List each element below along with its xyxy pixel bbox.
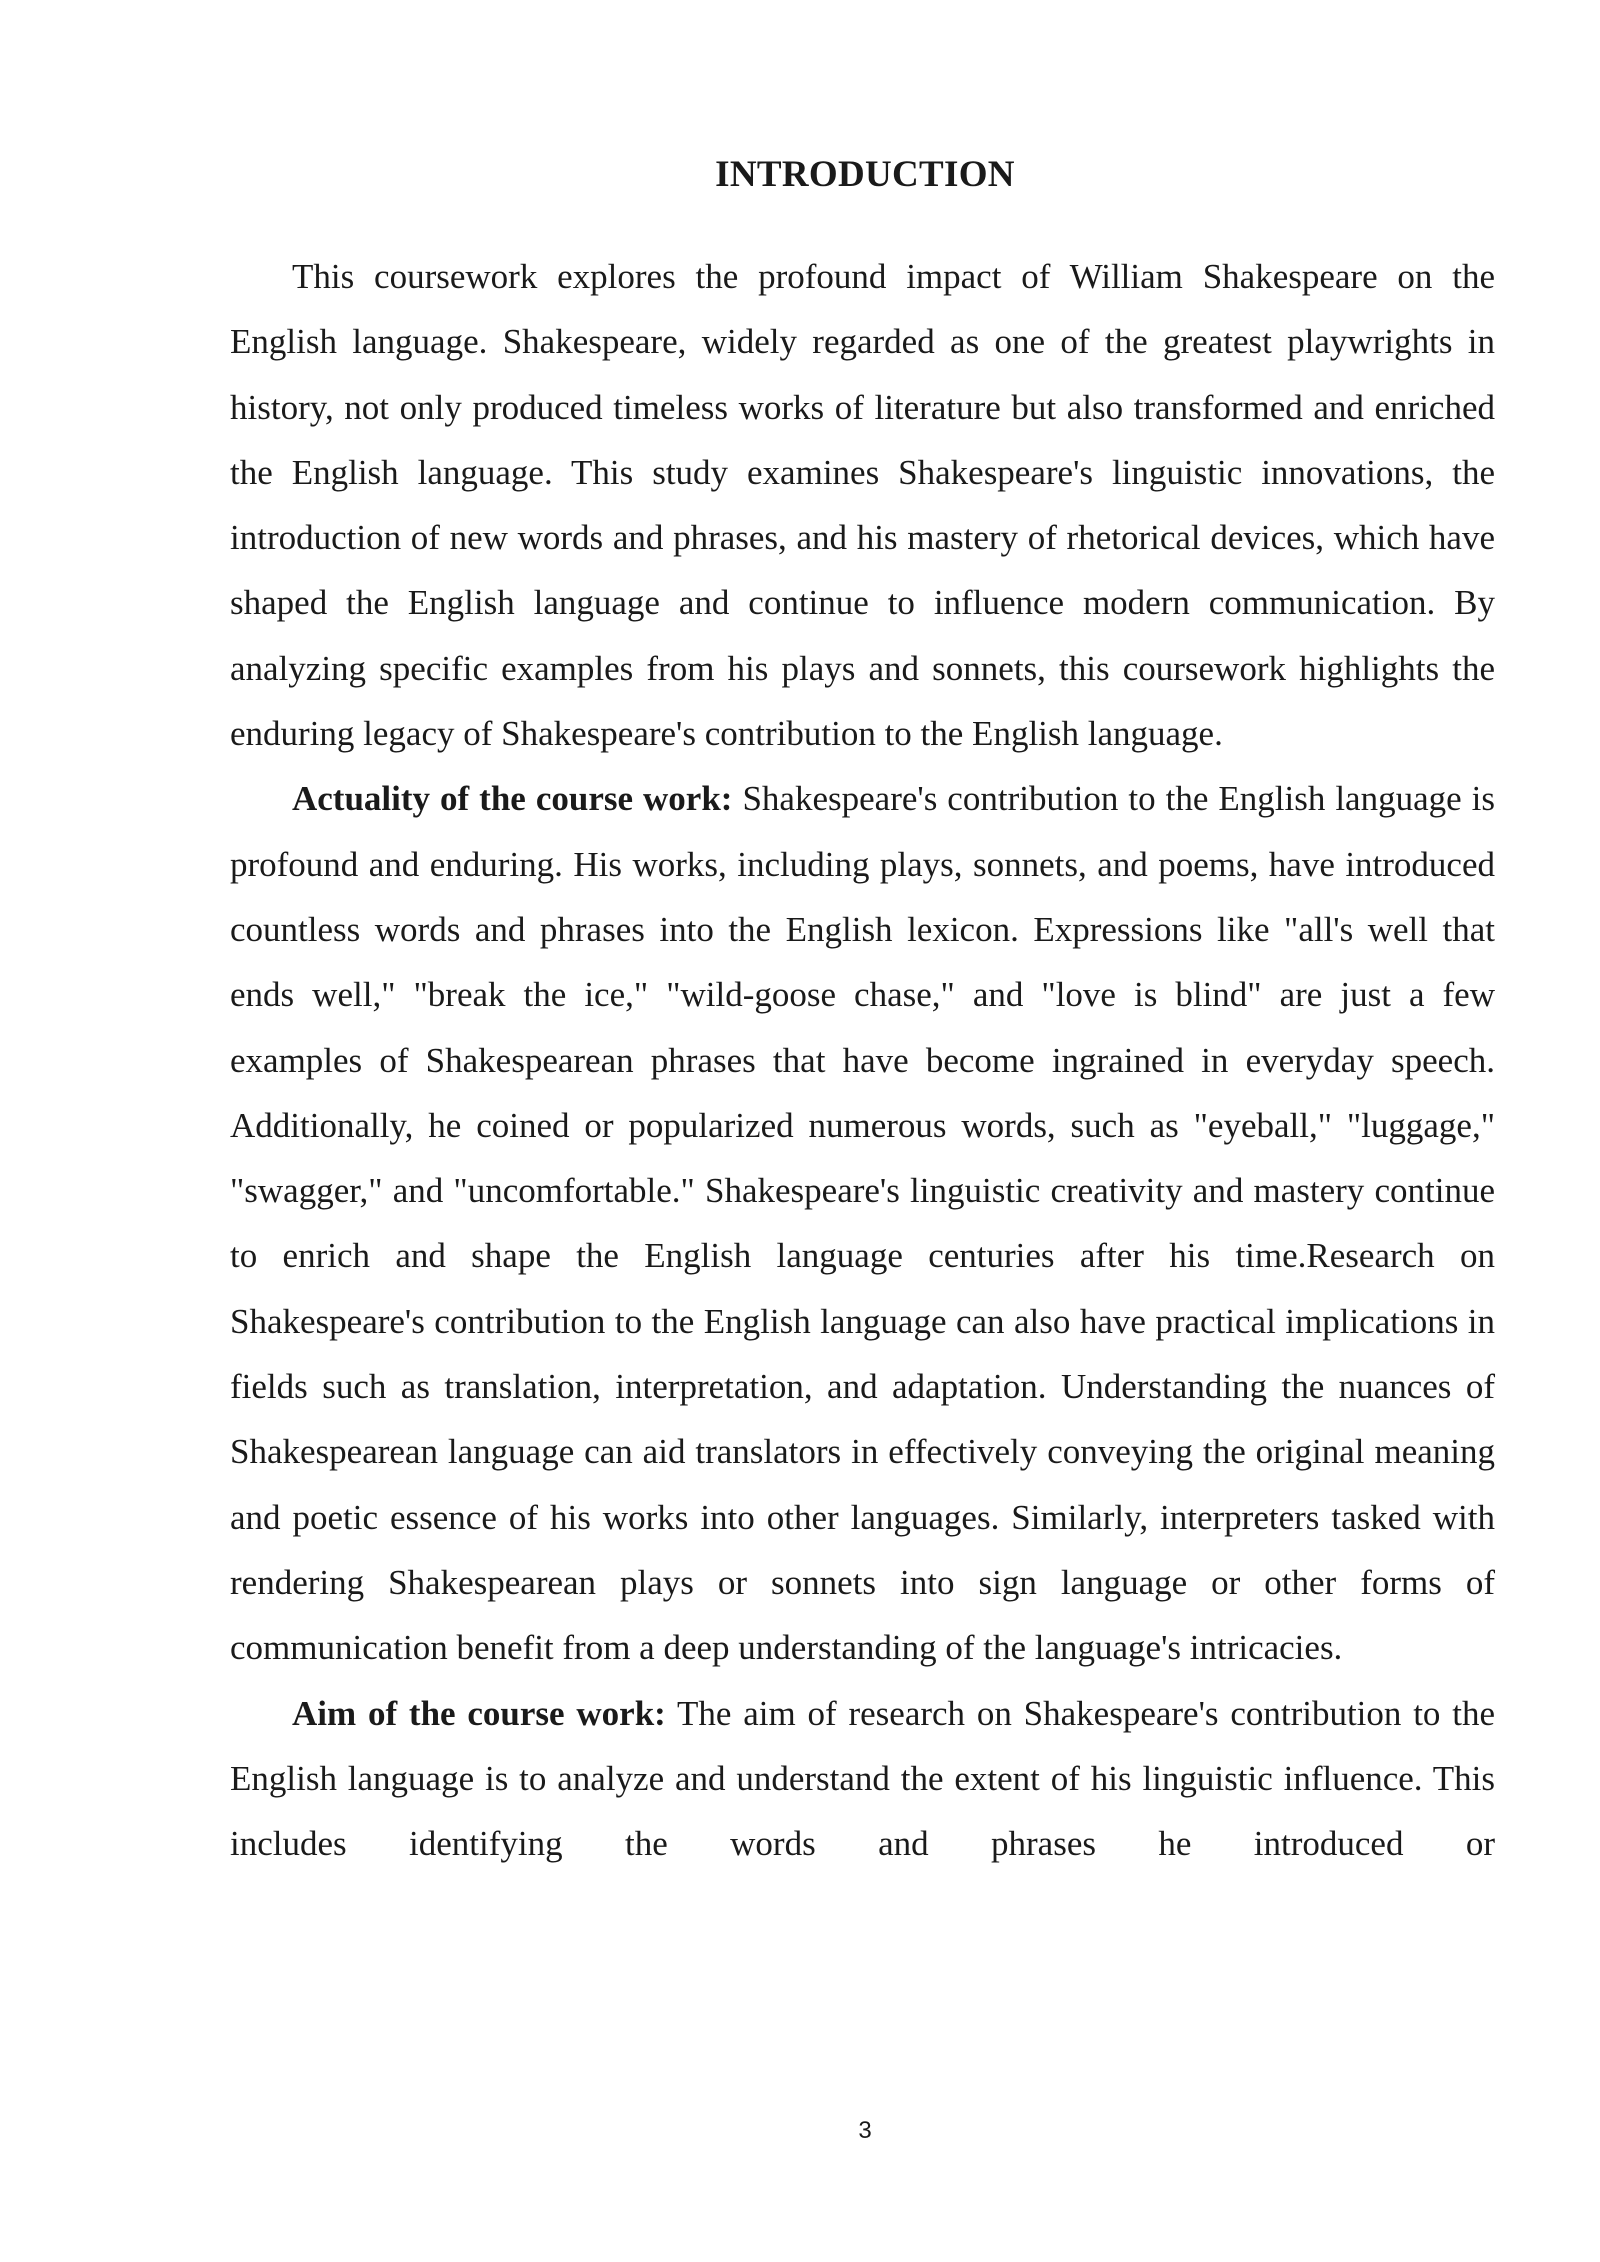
paragraph-text: This coursework explores the profound impact of William Shakespeare on the English language. Shakespeare, widely regarded as one of the greatest playwrights in history, not only produced timeless works of literature but also transformed and enriched the English language. This study examines Shakespeare's linguistic innovations, the introduction of new words and phrases, and his mastery of rhetorical devices, which have shaped the English language and continue to influence modern communication. By analyzing specific examples from his plays and sonnets, this coursework highlights the enduring legacy of Shakespeare's contribution to the English language. — [230, 257, 1495, 754]
paragraph-actuality — [230, 766, 1495, 1680]
page-number: 3 — [858, 2117, 872, 2144]
paragraph-lead: Actuality of the course work: — [292, 779, 733, 819]
body-text — [230, 244, 1495, 1876]
paragraph-aim — [230, 1681, 1495, 1877]
paragraph-intro — [230, 244, 1495, 766]
paragraph-lead: Aim of the course work: — [292, 1693, 666, 1733]
paragraph-text: Shakespeare's contribution to the English language is profound and enduring. His works, including plays, sonnets, and poems, have introduced countless words and phrases into the English lexicon. Expressions like "all's well that ends well," "break the ice," "wild-goose chase," and "love is blind" are just a few examples of Shakespearean phrases that have become ingrained in everyday speech. Additionally, he coined or popularized numerous words, such as "eyeball," "luggage," "swagger," and "uncomfortable." Shakespeare's linguistic creativity and mastery continue to enrich and shape the English language centuries after his time.Research on Shakespeare's contribution to the English language can also have practical implications in fields such as translation, interpretation, and adaptation. Understanding the nuances of Shakespearean language can aid translators in effectively conveying the original meaning and poetic essence of his works into other languages. Similarly, interpreters tasked with rendering Shakespearean plays or sonnets into sign language or other forms of communication benefit from a deep understanding of the language's intricacies. — [230, 779, 1495, 1668]
paragraph-text: The aim of research on Shakespeare's contribution to the English language is to analyze and understand the extent of his linguistic influence. This includes identifying the words and phrases he introduced or — [230, 1693, 1495, 1864]
page-title: INTRODUCTION — [715, 154, 1015, 195]
